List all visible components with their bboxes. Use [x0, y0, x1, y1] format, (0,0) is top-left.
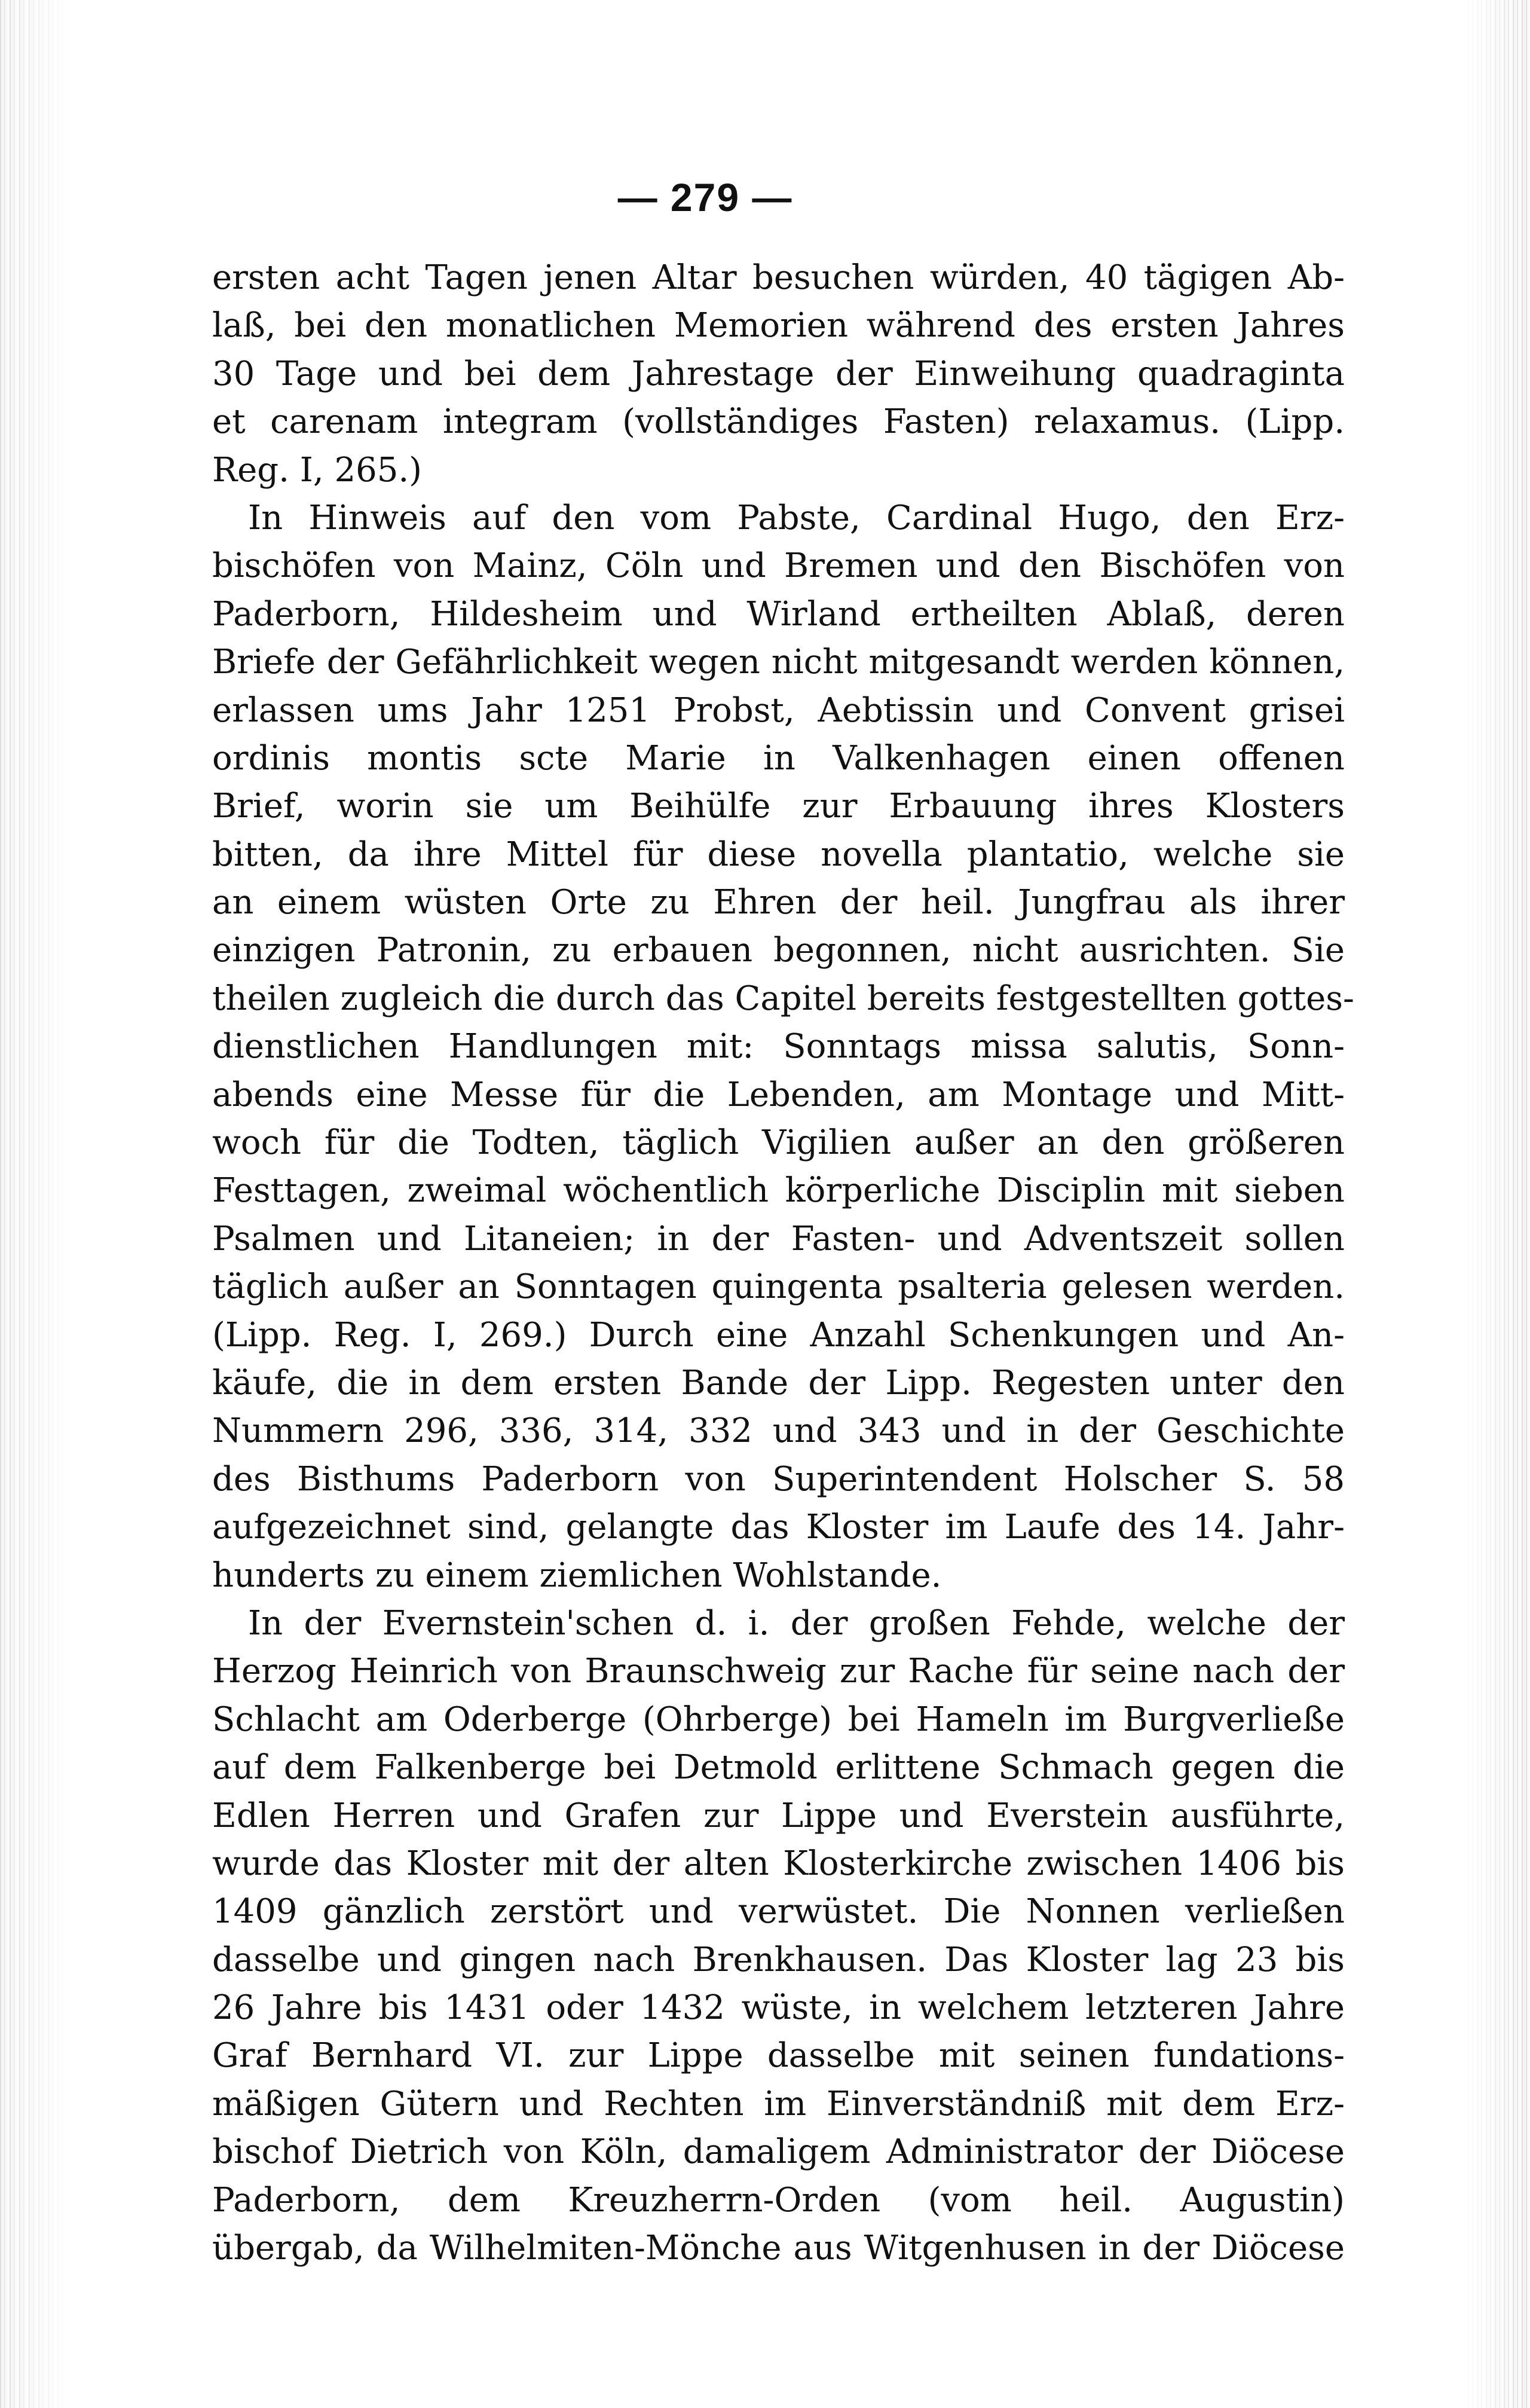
text-line: ordinis montis scte Marie in Valkenhagen einen offenen	[212, 738, 1345, 778]
text-line: einzigen Patronin, zu erbauen begonnen, nicht ausrichten. Sie	[212, 931, 1345, 970]
text-line: woch für die Todten, täglich Vigilien außer an den größeren	[212, 1123, 1345, 1163]
page-number	[0, 175, 1530, 220]
text-line: täglich außer an Sonntagen quingenta psalteria gelesen werden.	[212, 1267, 1345, 1307]
scan-edge-right	[1464, 0, 1530, 2408]
text-line: hunderts zu einem ziemlichen Wohlstande.	[212, 1556, 942, 1595]
text-line: Graf Bernhard VI. zur Lippe dasselbe mit seinen fundations-	[212, 2036, 1345, 2076]
text-line: bischöfen von Mainz, Cöln und Bremen und den Bischöfen von	[212, 546, 1345, 586]
text-line: Brief, worin sie um Beihülfe zur Erbauung ihres Klosters	[212, 787, 1345, 826]
text-line: übergab, da Wilhelmiten-Mönche aus Witgenhusen in der Diöcese	[212, 2229, 1345, 2268]
text-line: Psalmen und Litaneien; in der Fasten- und Adventszeit sollen	[212, 1219, 1345, 1258]
text-line: mäßigen Gütern und Rechten im Einverständniß mit dem Erz-	[212, 2084, 1345, 2123]
page-number-text: — 279 —	[617, 175, 793, 219]
text-line: Herzog Heinrich von Braunschweig zur Rache für seine nach der	[212, 1652, 1345, 1691]
text-line: Edlen Herren und Grafen zur Lippe und Everstein ausführte,	[212, 1796, 1345, 1835]
text-line: theilen zugleich die durch das Capitel bereits festgestellten gottes-	[212, 979, 1354, 1018]
text-line: an einem wüsten Orte zu Ehren der heil. Jungfrau als ihrer	[212, 883, 1345, 922]
text-line: wurde das Kloster mit der alten Klosterkirche zwischen 1406 bis	[212, 1844, 1345, 1883]
text-line: 1409 gänzlich zerstört und verwüstet. Die Nonnen verließen	[212, 1892, 1345, 1932]
text-line: Festtagen, zweimal wöchentlich körperliche Disciplin mit sieben	[212, 1171, 1345, 1211]
text-line: Briefe der Gefährlichkeit wegen nicht mitgesandt werden können,	[212, 643, 1345, 682]
text-line: 26 Jahre bis 1431 oder 1432 wüste, in welchem letzteren Jahre	[212, 1988, 1345, 2028]
text-line: (Lipp. Reg. I, 269.) Durch eine Anzahl Schenkungen und An-	[212, 1315, 1345, 1355]
text-line: Paderborn, Hildesheim und Wirland ertheilten Ablaß, deren	[212, 594, 1345, 634]
text-line: aufgezeichnet sind, gelangte das Kloster im Laufe des 14. Jahr-	[212, 1508, 1345, 1547]
page-body-text	[212, 254, 1354, 2272]
text-line: auf dem Falkenberge bei Detmold erlittene Schmach gegen die	[212, 1748, 1345, 1787]
text-line: erlassen ums Jahr 1251 Probst, Aebtissin und Convent grisei	[212, 690, 1345, 730]
text-line: dienstlichen Handlungen mit: Sonntags missa salutis, Sonn-	[212, 1027, 1345, 1067]
text-line: Nummern 296, 336, 314, 332 und 343 und in der Geschichte	[212, 1411, 1345, 1451]
text-line: käufe, die in dem ersten Bande der Lipp. Regesten unter den	[212, 1363, 1345, 1402]
text-line: Reg. I, 265.)	[212, 450, 423, 490]
text-line: Schlacht am Oderberge (Ohrberge) bei Hameln im Burgverließe	[212, 1700, 1345, 1739]
text-line: et carenam integram (vollständiges Fasten) relaxamus. (Lipp.	[212, 402, 1345, 442]
text-line: des Bisthums Paderborn von Superintendent Holscher S. 58	[212, 1459, 1345, 1499]
text-line: Paderborn, dem Kreuzherrn-Orden (vom heil. Augustin)	[212, 2180, 1345, 2220]
text-line: dasselbe und gingen nach Brenkhausen. Das Kloster lag 23 bis	[212, 1940, 1345, 1979]
text-line: ersten acht Tagen jenen Altar besuchen würden, 40 tägigen Ab-	[212, 258, 1345, 297]
text-line: 30 Tage und bei dem Jahrestage der Einweihung quadraginta	[212, 354, 1345, 393]
text-line: In Hinweis auf den vom Pabste, Cardinal Hugo, den Erz-	[248, 498, 1345, 537]
scan-edge-left	[0, 0, 72, 2408]
text-line: In der Evernstein'schen d. i. der großen Fehde, welche der	[248, 1603, 1345, 1643]
text-line: abends eine Messe für die Lebenden, am Montage und Mitt-	[212, 1075, 1345, 1114]
text-line: bitten, da ihre Mittel für diese novella plantatio, welche sie	[212, 835, 1345, 874]
text-line: laß, bei den monatlichen Memorien während des ersten Jahres	[212, 306, 1345, 346]
text-line: bischof Dietrich von Köln, damaligem Administrator der Diöcese	[212, 2132, 1345, 2172]
